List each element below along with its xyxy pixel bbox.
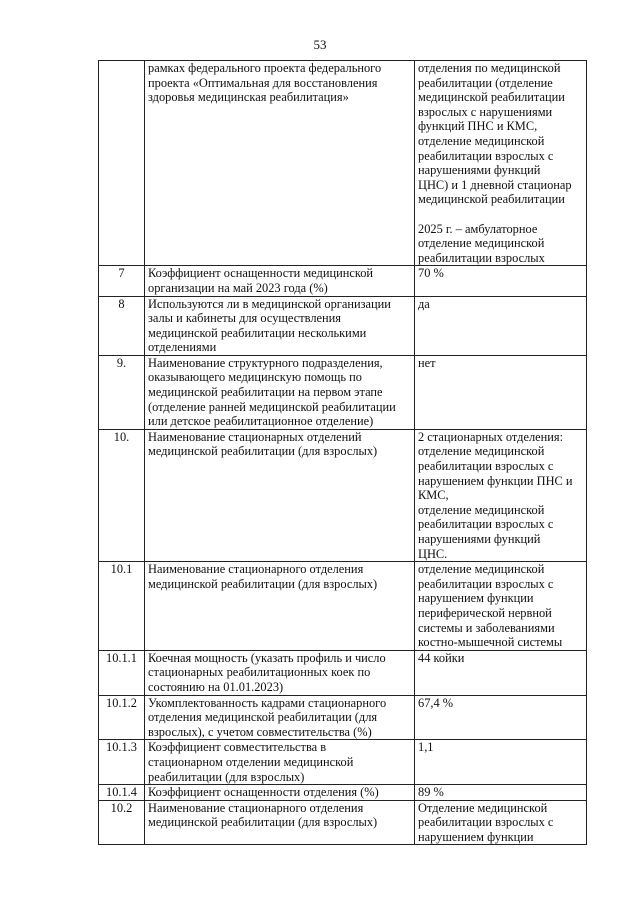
indicator-value-line: системы и заболеваниями xyxy=(418,620,555,635)
indicator-name-line: Коэффициент совместительства в xyxy=(148,740,327,755)
indicator-name-line: медицинской реабилитации несколькими xyxy=(148,325,367,340)
table-row xyxy=(99,296,587,355)
indicator-name-cell xyxy=(145,355,415,429)
indicator-name-line: Коэффициент оснащенности медицинской xyxy=(148,266,374,281)
indicator-value-line: периферической нервной xyxy=(418,605,552,620)
indicator-value-line: реабилитации взрослых с xyxy=(418,576,554,591)
indicator-value-cell xyxy=(415,740,587,785)
indicator-value-line: реабилитации (отделение xyxy=(418,75,553,90)
indicator-name-line: состоянию на 01.01.2023) xyxy=(148,679,284,694)
indicator-value-line: реабилитации взрослых xyxy=(418,250,545,265)
row-number: 10.1.1 xyxy=(99,650,145,695)
indicator-name-line: Коэффициент оснащенности отделения (%) xyxy=(148,785,379,800)
indicator-name-line: или детское реабилитационное отделение) xyxy=(148,414,374,429)
row-number: 10.1 xyxy=(99,562,145,651)
indicator-value-line: Отделение медицинской xyxy=(418,800,548,815)
indicator-value-line: 67,4 % xyxy=(418,695,454,710)
indicator-name-line: стационарных реабилитационных коек по xyxy=(148,665,371,680)
indicator-name-line: рамках федерального проекта федерального xyxy=(148,61,382,75)
indicator-name-line: Наименование стационарных отделений xyxy=(148,429,362,444)
indicator-value-line: нарушениями функций xyxy=(418,163,541,178)
indicator-value-cell xyxy=(415,800,587,845)
indicator-value-cell xyxy=(415,785,587,801)
indicator-name-line: оказывающего медицинскую помощь по xyxy=(148,370,362,385)
indicator-value-line: реабилитации взрослых с xyxy=(418,815,554,830)
indicator-value-line: нарушением функции xyxy=(418,591,534,606)
indicator-name-cell xyxy=(145,61,415,266)
indicator-value-line: отделение медицинской xyxy=(418,133,545,148)
indicator-value-line: медицинской реабилитации xyxy=(418,192,565,207)
indicator-value-line: реабилитации взрослых с xyxy=(418,148,554,163)
indicator-value-line: медицинской реабилитации xyxy=(418,90,565,105)
indicator-name-cell xyxy=(145,429,415,561)
table-row xyxy=(99,61,587,266)
indicator-value-line: отделение медицинской xyxy=(418,236,545,251)
indicator-value-line: да xyxy=(418,296,430,311)
table-row xyxy=(99,800,587,845)
indicator-value-line: отделение медицинской xyxy=(418,562,545,577)
indicator-name-line: взрослых), с учетом совместительства (%) xyxy=(148,724,372,739)
table-row xyxy=(99,740,587,785)
indicator-name-line: здоровья медицинская реабилитация» xyxy=(148,90,349,105)
indicator-value-line: отделение медицинской xyxy=(418,444,545,459)
indicator-name-cell xyxy=(145,695,415,740)
table-row xyxy=(99,266,587,296)
indicator-value-line: ЦНС) и 1 дневной стационар xyxy=(418,177,572,192)
row-number: 7 xyxy=(99,266,145,296)
indicator-value-line: нарушениями функций xyxy=(418,532,541,546)
indicator-value-line: КМС, xyxy=(418,488,449,503)
table-row xyxy=(99,429,587,561)
row-number: 10.1.4 xyxy=(99,785,145,801)
indicator-name-line: Наименование структурного подразделения, xyxy=(148,355,383,370)
indicator-value-line: 44 койки xyxy=(418,650,465,665)
indicator-value-cell xyxy=(415,296,587,355)
indicator-value-line: 70 % xyxy=(418,266,444,281)
indicators-table xyxy=(98,60,587,845)
indicator-value-cell xyxy=(415,266,587,296)
indicator-value-line: 2025 г. – амбулаторное xyxy=(418,221,538,236)
indicator-value-cell xyxy=(415,61,587,266)
indicator-name-line: организации на май 2023 года (%) xyxy=(148,280,328,295)
table-row xyxy=(99,785,587,801)
row-number: 10. xyxy=(99,429,145,561)
indicator-name-line: Коечная мощность (указать профиль и число xyxy=(148,650,386,665)
indicator-value-line: 2 стационарных отделения: xyxy=(418,429,564,444)
indicator-name-line: залы и кабинеты для осуществления xyxy=(148,311,341,326)
table-row xyxy=(99,650,587,695)
indicator-value-line: реабилитации взрослых с xyxy=(418,459,554,474)
row-number: 10.1.2 xyxy=(99,695,145,740)
indicator-name-line: Укомплектованность кадрами стационарного xyxy=(148,695,387,710)
indicator-value-cell xyxy=(415,650,587,695)
indicator-name-line: медицинской реабилитации (для взрослых) xyxy=(148,576,378,591)
indicator-name-line: медицинской реабилитации (для взрослых) xyxy=(148,444,378,459)
indicator-name-line: реабилитации (для взрослых) xyxy=(148,769,305,784)
indicator-name-line: медицинской реабилитации на первом этапе xyxy=(148,385,383,400)
indicator-name-line: отделения медицинской реабилитации (для xyxy=(148,710,378,725)
indicator-value-line: 89 % xyxy=(418,785,444,800)
indicator-value-line: функций ПНС и КМС, xyxy=(418,119,538,134)
indicator-value-line: костно-мышечной системы xyxy=(418,635,563,650)
row-number: 9. xyxy=(99,355,145,429)
indicator-name-cell xyxy=(145,650,415,695)
indicator-name-line: Используются ли в медицинской организации xyxy=(148,296,391,311)
indicator-value-cell xyxy=(415,355,587,429)
row-number: 8 xyxy=(99,296,145,355)
indicator-value-line: нарушением функции xyxy=(418,829,534,844)
table-row xyxy=(99,355,587,429)
row-number: 10.1.3 xyxy=(99,740,145,785)
indicator-name-line: проекта «Оптимальная для восстановления xyxy=(148,75,378,90)
indicator-name-line: отделениями xyxy=(148,340,217,355)
indicator-value-line: 1,1 xyxy=(418,740,434,755)
table-row xyxy=(99,695,587,740)
table-body xyxy=(99,61,587,845)
indicator-name-cell xyxy=(145,740,415,785)
indicator-value-line: отделения по медицинской xyxy=(418,61,561,75)
indicator-value-line: ЦНС. xyxy=(418,546,448,561)
indicator-value-line: нарушением функции ПНС и xyxy=(418,473,573,488)
indicator-value-cell xyxy=(415,429,587,561)
indicator-value-line xyxy=(418,207,583,222)
indicator-value-line: отделение медицинской xyxy=(418,502,545,517)
indicator-name-cell xyxy=(145,800,415,845)
indicator-name-cell xyxy=(145,562,415,651)
indicator-value-line: взрослых с нарушениями xyxy=(418,104,553,119)
indicator-name-cell xyxy=(145,296,415,355)
indicator-name-line: медицинской реабилитации (для взрослых) xyxy=(148,815,378,830)
indicator-name-line: (отделение ранней медицинской реабилитации xyxy=(148,399,396,414)
row-number: 10.2 xyxy=(99,800,145,845)
page-number: 53 xyxy=(313,37,327,52)
indicator-value-cell xyxy=(415,695,587,740)
indicator-value-cell xyxy=(415,562,587,651)
indicator-name-line: стационарном отделении медицинской xyxy=(148,754,354,769)
indicator-name-line: Наименование стационарного отделения xyxy=(148,562,364,577)
indicator-value-line: реабилитации взрослых с xyxy=(418,517,554,532)
indicator-value-line: нет xyxy=(418,355,436,370)
indicator-name-cell xyxy=(145,785,415,801)
indicator-name-cell xyxy=(145,266,415,296)
indicator-name-line: Наименование стационарного отделения xyxy=(148,800,364,815)
table-row xyxy=(99,562,587,651)
row-number xyxy=(99,61,145,266)
